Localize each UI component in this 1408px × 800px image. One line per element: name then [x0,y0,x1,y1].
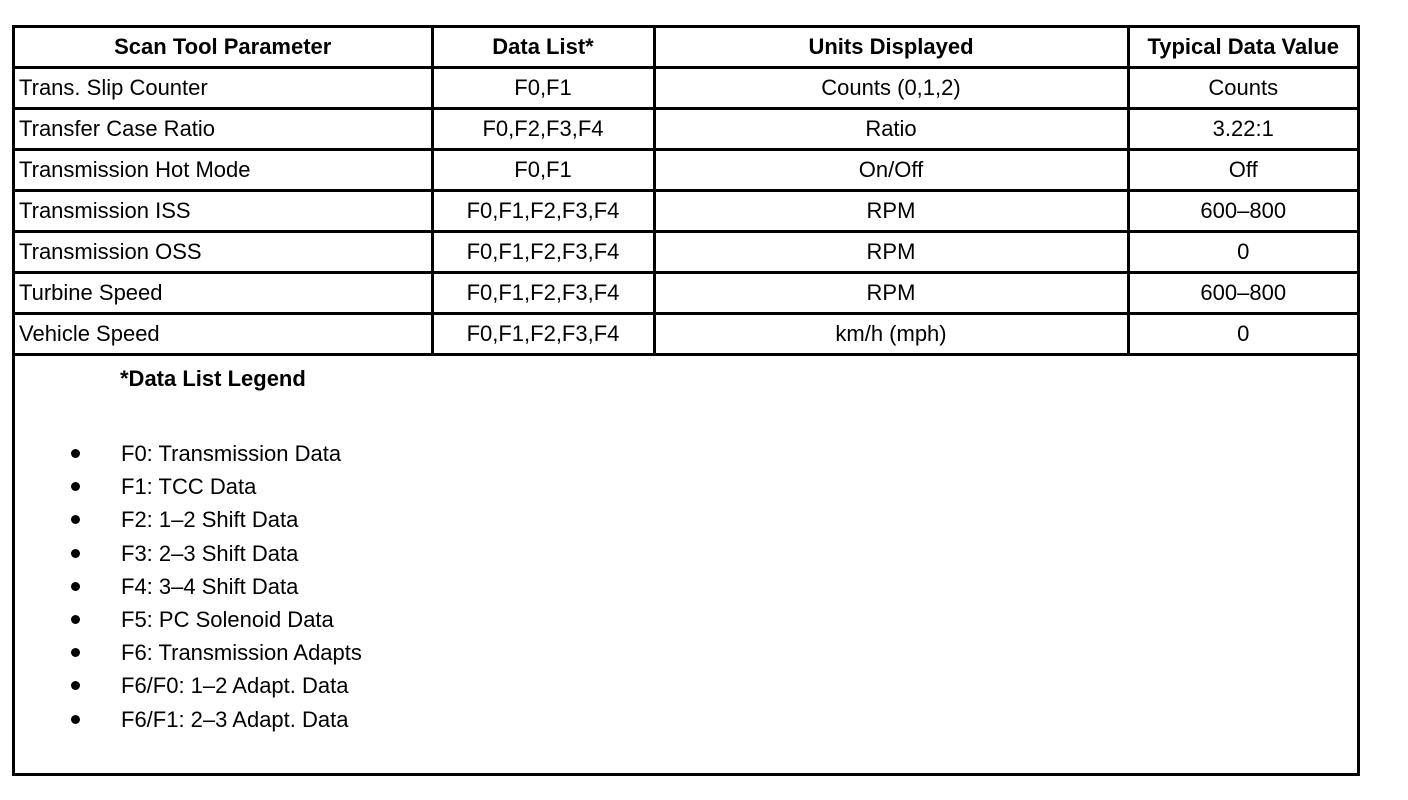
bullet-icon [71,715,80,724]
bullet-icon [71,549,80,558]
legend-item-text: F6/F1: 2–3 Adapt. Data [121,706,349,732]
typical-value-cell: 3.22:1 [1128,109,1357,150]
column-header-units: Units Displayed [654,28,1128,68]
table-row [15,232,1357,273]
parameter-cell: Transmission Hot Mode [15,150,432,191]
parameter-cell: Vehicle Speed [15,314,432,355]
bullet-icon [71,515,80,524]
table-row [15,68,1357,109]
parameter-cell: Transmission ISS [15,191,432,232]
bullet-icon [71,482,80,491]
bullet-icon [71,615,80,624]
typical-value-cell: 600–800 [1128,191,1357,232]
data-list-cell: F0,F1 [432,68,654,109]
legend-item-text: F6/F0: 1–2 Adapt. Data [121,673,349,699]
table-row [15,191,1357,232]
legend-title: *Data List Legend [120,366,306,391]
typical-value-cell: 0 [1128,232,1357,273]
parameter-cell: Transfer Case Ratio [15,109,432,150]
table-row [15,273,1357,314]
bullet-icon [71,681,80,690]
units-cell: km/h (mph) [654,314,1128,355]
parameter-cell: Transmission OSS [15,232,432,273]
data-list-cell: F0,F1,F2,F3,F4 [432,273,654,314]
bullet-icon [71,582,80,591]
legend-item-text: F5: PC Solenoid Data [121,606,334,632]
scan-tool-data-table [15,28,1357,356]
table-row [15,150,1357,191]
typical-value-cell: Counts [1128,68,1357,109]
legend-item-text: F3: 2–3 Shift Data [121,540,299,566]
bullet-icon [71,648,80,657]
table-header-row [15,28,1357,68]
units-cell: On/Off [654,150,1128,191]
table-row [15,314,1357,355]
legend-item-text: F2: 1–2 Shift Data [121,507,299,533]
typical-value-cell: Off [1128,150,1357,191]
typical-value-cell: 600–800 [1128,273,1357,314]
data-list-cell: F0,F1,F2,F3,F4 [432,232,654,273]
legend-item-text: F6: Transmission Adapts [121,640,362,666]
parameter-cell: Trans. Slip Counter [15,68,432,109]
legend-item-text: F1: TCC Data [121,474,257,500]
table-row [15,109,1357,150]
units-cell: RPM [654,191,1128,232]
column-header-parameter: Scan Tool Parameter [15,28,432,68]
column-header-typical-value: Typical Data Value [1128,28,1357,68]
units-cell: RPM [654,232,1128,273]
document-frame [12,25,1360,776]
data-list-cell: F0,F1,F2,F3,F4 [432,314,654,355]
data-list-cell: F0,F1,F2,F3,F4 [432,191,654,232]
column-header-data-list: Data List* [432,28,654,68]
units-cell: Ratio [654,109,1128,150]
parameter-cell: Turbine Speed [15,273,432,314]
units-cell: RPM [654,273,1128,314]
bullet-icon [71,449,80,458]
units-cell: Counts (0,1,2) [654,68,1128,109]
legend-item-text: F4: 3–4 Shift Data [121,573,299,599]
data-list-cell: F0,F2,F3,F4 [432,109,654,150]
data-list-cell: F0,F1 [432,150,654,191]
typical-value-cell: 0 [1128,314,1357,355]
legend-item-text: F0: Transmission Data [121,441,342,466]
